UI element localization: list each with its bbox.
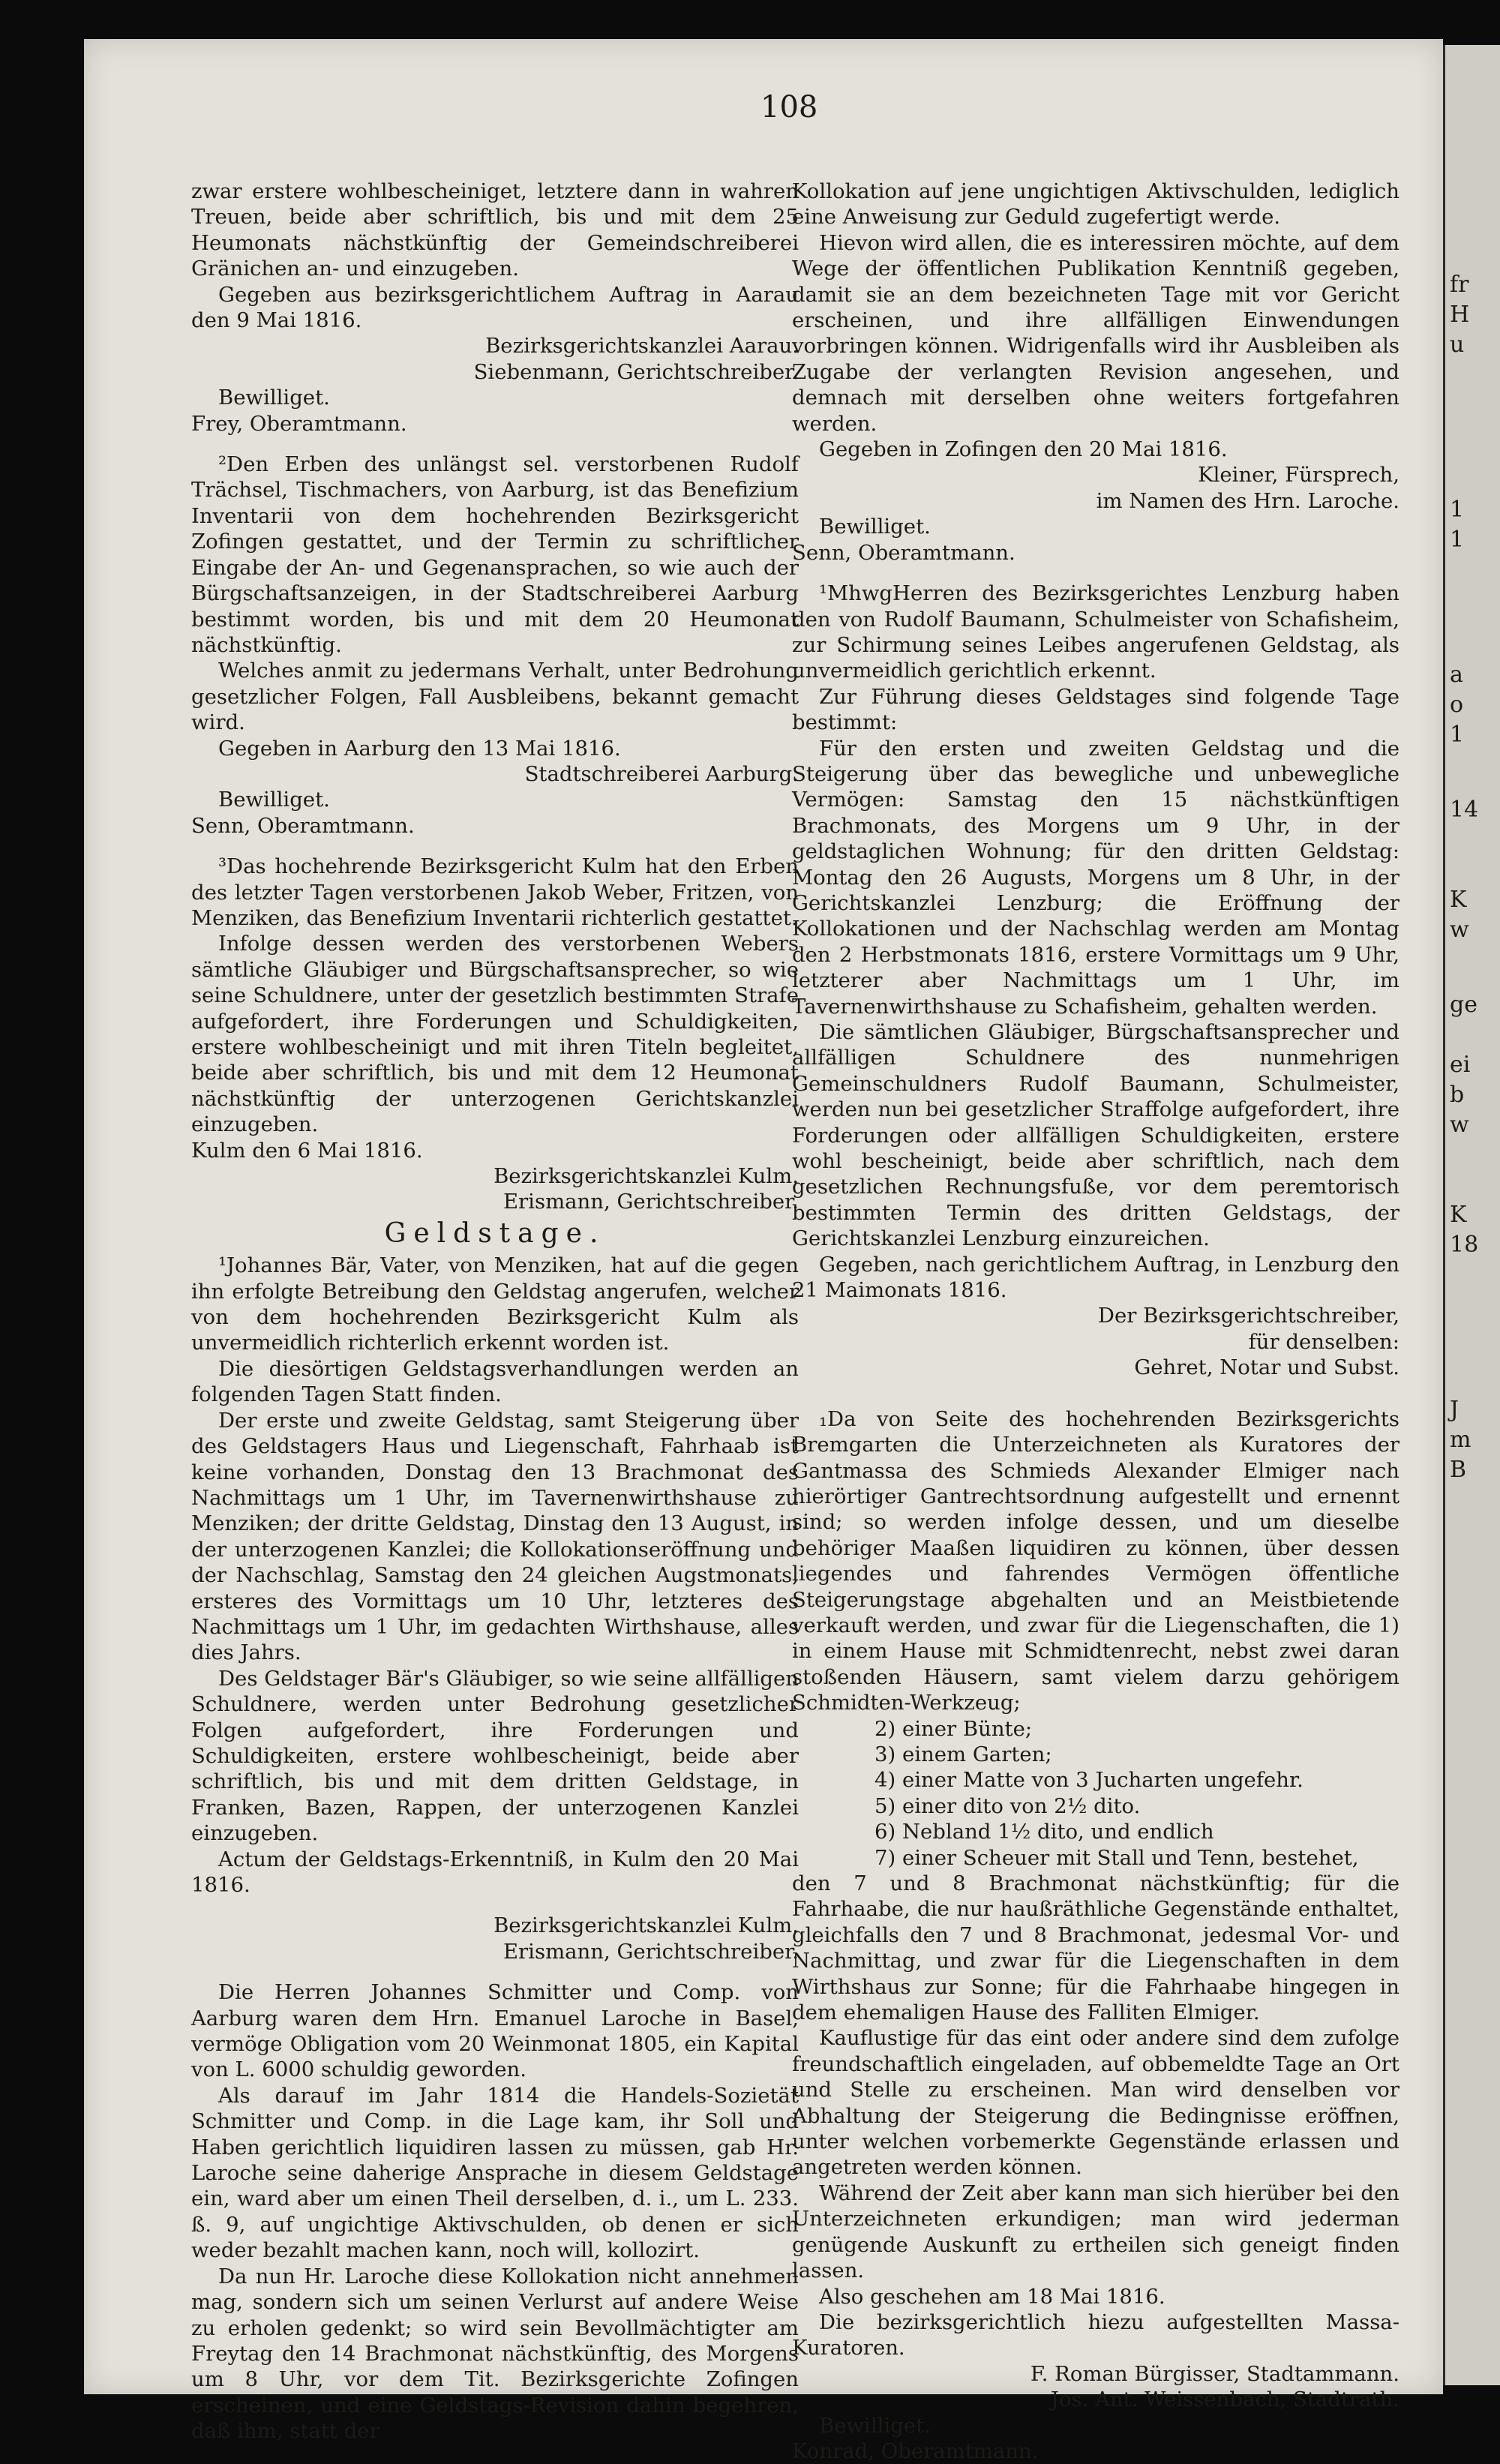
- notice-text: Der erste und zweite Geldstag, samt Steigerung über des Geldstagers Haus und Liegenschaft, Fahrhaab ist keine vorhanden, Donstag den 13 Brachmonat des Nachmittags um 1 Uhr, im Tavernenwirthshause zu Menziken; der dritte Geldstag, Dinstag den 13 August, in der unterzogenen Kanzlei; die Kollokationseröffnung und der Nachschlag, Samstag den 24 gleichen Augstmonats, ersteres des Vormittags um 10 Uhr, letzteres des Nachmittags um 1 Uhr, im gedachten Wirthshause, alles dies Jahrs.: [191, 1408, 799, 1665]
- notice-signature: F. Roman Bürgisser, Stadtammann.: [1030, 2361, 1400, 2386]
- list-item: 3) einem Garten;: [874, 1742, 1052, 1766]
- fragment-text: ei: [1450, 1052, 1471, 1078]
- notice-signature: Kleiner, Fürsprech,: [1198, 463, 1400, 488]
- list-item: 6) Nebland 1½ dito, und endlich: [874, 1820, 1214, 1844]
- notice-signature: Gehret, Notar und Subst.: [1134, 1355, 1400, 1380]
- right-column: [792, 179, 1400, 2464]
- fragment-text: H: [1450, 302, 1470, 328]
- notice-signature: im Namen des Hrn. Laroche.: [1096, 488, 1400, 513]
- notice-date: Gegeben aus bezirksgerichtlichem Auftrag in Aarau den 9 Mai 1816.: [191, 282, 799, 333]
- notice-text: Kollokation auf jene ungichtigen Aktivschulden, lediglich eine Anweisung zur Geduld zugefertigt werde.: [792, 179, 1400, 230]
- notice-date: Actum der Geldstags-Erkenntniß, in Kulm den 20 Mai 1816.: [191, 1847, 799, 1897]
- notice-text: ¹MhwgHerren des Bezirksgerichtes Lenzburg haben den von Rudolf Baumann, Schulmeister von Schafisheim, zur Schirmung seines Leibes angerufenen Geldstag, als unvermeidlich gerichtlich erkennt.: [792, 581, 1400, 683]
- fragment-text: w: [1450, 1112, 1469, 1138]
- adjacent-page-edge: [1443, 45, 1500, 2385]
- notice-date: Also geschehen am 18 Mai 1816.: [819, 2284, 1166, 2309]
- fragment-text: J: [1450, 1397, 1460, 1423]
- notice-text: ³Das hochehrende Bezirksgericht Kulm hat den Erben des letzter Tagen verstorbenen Jakob Weber, Fritzen, von Menziken, das Benefizium Inventarii richterlich gestattet.: [191, 854, 799, 930]
- notice-text: ₁Da von Seite des hochehrenden Bezirksgerichts Bremgarten die Unterzeichneten als Kuratores der Gantmassa des Schmieds Alexander Elmiger nach hierörtiger Gantrechtsordnung aufgestellt und ernennt sind; so werden infolge dessen, und um dieselbe behöriger Maaßen liquidiren zu können, über dessen liegendes und fahrendes Vermögen öffentliche Steigerungstage abgehalten und an Meistbietende verkauft werden, und zwar für die Liegenschaften, die 1) in einem Hause mit Schmidtenrecht, nebst zwei daran stoßenden Häusern, samt vielem darzu gehörigem Schmidten-Werkzeug;: [792, 1406, 1400, 1715]
- notice-text: Welches anmit zu jedermans Verhalt, unter Bedrohung gesetzlicher Folgen, Fall Ausbleibens, bekannt gemacht wird.: [191, 659, 799, 735]
- approval-name: Frey, Oberamtmann.: [191, 411, 407, 436]
- list-item: 4) einer Matte von 3 Jucharten ungefehr.: [874, 1768, 1304, 1793]
- approval-name: Konrad, Oberamtmann.: [792, 2438, 1039, 2463]
- notice-text: Zur Führung dieses Geldstages sind folgende Tage bestimmt:: [792, 684, 1400, 735]
- notice-date: Gegeben in Zofingen den 20 Mai 1816.: [819, 437, 1228, 462]
- notice-signature: Siebenmann, Gerichtschreiber.: [473, 359, 799, 384]
- fragment-text: o: [1450, 692, 1464, 718]
- notice-date: Kulm den 6 Mai 1816.: [191, 1138, 423, 1163]
- notice-text: ²Den Erben des unlängst sel. verstorbenen Rudolf Trächsel, Tischmachers, von Aarburg, ist das Benefizium Inventarii von dem hochehrenden Bezirksgericht Zofingen gestattet, und der Termin zu schriftlicher Eingabe der An- und Gegenansprachen, so wie auch der Bürgschaftsanzeigen, in der Stadtschreiberei Aarburg bestimmt worden, bis und mit dem 20 Heumonat nächstkünftig.: [191, 452, 799, 657]
- approval-name: Senn, Oberamtmann.: [792, 540, 1016, 565]
- notice-text: Die Herren Johannes Schmitter und Comp. von Aarburg waren dem Hrn. Emanuel Laroche in Basel, vermöge Obligation vom 20 Weinmonat 1805, ein Kapital von L. 6000 schuldig geworden.: [191, 1980, 799, 2082]
- fragment-text: u: [1450, 332, 1465, 358]
- notice-signature: Erismann, Gerichtschreiber.: [502, 1190, 799, 1214]
- approval-label: Bewilliget.: [819, 2413, 931, 2438]
- fragment-text: b: [1450, 1082, 1465, 1108]
- approval-label: Bewilliget.: [819, 515, 931, 539]
- approval-label: Bewilliget.: [218, 386, 330, 410]
- list-item: 5) einer dito von 2½ dito.: [874, 1793, 1141, 1818]
- notice-text: Für den ersten und zweiten Geldstag und die Steigerung über das bewegliche und unbewegliche Vermögen: Samstag den 15 nächstkünftigen Brachmonats, des Morgens um 9 Uhr, in der geldstaglichen Wohnung; für den dritten Geldstag: Montag den 26 Augusts, Morgens um 8 Uhr, in der Gerichtskanzlei Lenzburg; die Eröffnung der Kollokationen und der Nachschlag werden am Montag den 2 Herbstmonats 1816, erstere Vormittags um 9 Uhr, letzterer aber Nachmittags um 1 Uhr, im Tavernenwirthshause zu Schafisheim, gehalten werden.: [792, 736, 1400, 1019]
- notice-text: Infolge dessen werden des verstorbenen Webers sämtliche Gläubiger und Bürgschaftsansprecher, so wie seine Schuldnere, unter der gesetzlich bestimmten Strafe aufgefordert, ihre Forderungen und Schuldigkeiten, erstere wohlbescheinigt und mit ihren Titeln begleitet, beide aber schriftlich, bis und mit dem 12 Heumonat nächstkünftig der unterzogenen Gerichtskanzlei einzugeben.: [191, 932, 799, 1137]
- fragment-text: B: [1450, 1457, 1467, 1483]
- section-heading: Geldstage.: [384, 1217, 606, 1249]
- notice-date: Gegeben, nach gerichtlichem Auftrag, in Lenzburg den 21 Maimonats 1816.: [792, 1252, 1400, 1303]
- page-number: 108: [760, 90, 818, 125]
- list-item: 2) einer Bünte;: [874, 1716, 1033, 1741]
- notice-text: Die sämtlichen Gläubiger, Bürgschaftsansprecher und allfälligen Schuldnere des nunmehrigen Gemeinschuldners Rudolf Baumann, Schulmeister, werden nun bei gesetzlicher Straffolge aufgefordert, ihre Forderungen oder allfälligen Schuldigkeiten, erstere wohl bescheinigt, beide aber schriftlich, nach dem gesetzlichen Rechnungsfuße, vor dem peremtorisch bestimmten Termin des dritten Geldstags, der Gerichtskanzlei Lenzburg einzureichen.: [792, 1020, 1400, 1251]
- notice-text: Da nun Hr. Laroche diese Kollokation nicht annehmen mag, sondern sich um seinen Verlurst auf andere Weise zu erholen gedenkt; so wird sein Bevollmächtigter am Freytag den 14 Brachmonat nächstkünftig, des Morgens um 8 Uhr, vor dem Tit. Bezirksgerichte Zofingen erscheinen, und eine Geldstags-Revision dahin begehren, daß ihm, statt der: [191, 2264, 799, 2444]
- fragment-text: 14: [1450, 797, 1479, 823]
- list-item: 7) einer Scheuer mit Stall und Tenn, bestehet,: [874, 1845, 1359, 1870]
- notice-text: Hievon wird allen, die es interessiren möchte, auf dem Wege der öffentlichen Publikation Kenntniß gegeben, damit sie an dem bezeichneten Tage mit vor Gericht erscheinen, und ihre allfälligen Einwendungen vorbringen können. Widrigenfalls wird ihr Ausbleiben als Zugabe der verlangten Revision angesehen, und demnach mit derselben ohne weiters fortgefahren werden.: [792, 230, 1400, 436]
- fragment-text: 1: [1450, 497, 1465, 523]
- notice-text: zwar erstere wohlbescheiniget, letztere dann in wahren Treuen, beide aber schriftlich, bis und mit dem 25 Heumonats nächstkünftig der Gemeindschreiberei Gränichen an- und einzugeben.: [191, 179, 799, 281]
- notice-signature: Stadtschreiberei Aarburg.: [524, 761, 799, 786]
- notice-text: ¹Johannes Bär, Vater, von Menziken, hat auf die gegen ihn erfolgte Betreibung den Geldstag angerufen, welcher von dem hochehrenden Bezirksgericht Kulm als unvermeidlich richterlich erkennt worden ist.: [191, 1253, 799, 1355]
- notice-text: Die diesörtigen Geldstagsverhandlungen werden an folgenden Tagen Statt finden.: [191, 1356, 799, 1407]
- notice-date: Gegeben in Aarburg den 13 Mai 1816.: [218, 736, 621, 761]
- notice-text: Kauflustige für das eint oder andere sind dem zufolge freundschaftlich eingeladen, auf obbemeldte Tage an Ort und Stelle zu erscheinen. Man wird denselben vor Abhaltung der Steigerung die Bedingnisse eröffnen, unter welchen vorbemerkte Gegenstände erlassen und angetreten werden können.: [792, 2026, 1400, 2180]
- notice-signature: Die bezirksgerichtlich hiezu aufgestellten Massa-Kuratoren.: [792, 2309, 1400, 2360]
- approval-name: Senn, Oberamtmann.: [191, 813, 415, 838]
- notice-signature: Der Bezirksgerichtschreiber,: [1097, 1304, 1400, 1328]
- notice-signature: Bezirksgerichtskanzlei Kulm.: [494, 1913, 799, 1938]
- notice-signature: für denselben:: [1248, 1329, 1400, 1354]
- approval-label: Bewilliget.: [218, 788, 330, 812]
- notice-text: den 7 und 8 Brachmonat nächstkünftig; für die Fahrhaabe, die nur haußräthliche Gegenstände enthaltet, gleichfalls den 7 und 8 Brachmonat, jedesmal Vor- und Nachmittag, und zwar für die Liegenschaften in dem Wirthshaus zur Sonne; für die Fahrhaabe hingegen in dem ehemaligen Hause des Falliten Elmiger.: [792, 1871, 1400, 2025]
- fragment-text: 1: [1450, 722, 1465, 748]
- fragment-text: K: [1450, 1202, 1467, 1228]
- notice-signature: Erismann, Gerichtschreiber.: [502, 1939, 799, 1964]
- notice-signature: Bezirksgerichtskanzlei Kulm.: [494, 1164, 799, 1189]
- notice-text: Als darauf im Jahr 1814 die Handels-Sozietät Schmitter und Comp. in die Lage kam, ihr Soll und Haben gerichtlich liquidiren lassen zu müssen, gab Hr. Laroche seine daherige Ansprache in diesem Geldstage ein, ward aber um einen Theil derselben, d. i., um L. 233. ß. 9, auf ungichtige Aktivschulden, ob denen er sich weder bezahlt machen kann, noch will, kollozirt.: [191, 2083, 799, 2263]
- notice-signature: Jos. Ant. Weissenbach, Stadtrath.: [1050, 2387, 1400, 2412]
- notice-text: Des Geldstager Bär's Gläubiger, so wie seine allfälligen Schuldnere, werden unter Bedrohung gesetzlicher Folgen aufgefordert, ihre Forderungen und Schuldigkeiten, erstere wohlbescheinigt, beide aber schriftlich, bis und mit dem dritten Geldstage, in Franken, Bazen, Rappen, der unterzogenen Kanzlei einzugeben.: [191, 1666, 799, 1846]
- fragment-text: 1: [1450, 527, 1465, 553]
- fragment-text: a: [1450, 662, 1463, 688]
- fragment-text: K: [1450, 887, 1467, 913]
- left-column: [191, 179, 799, 2444]
- fragment-text: ge: [1450, 992, 1478, 1018]
- fragment-text: fr: [1450, 272, 1469, 298]
- notice-text: Während der Zeit aber kann man sich hierüber bei den Unterzeichneten erkundigen; man wird jederman genügende Auskunft zu ertheilen sich geneigt finden lassen.: [792, 2180, 1400, 2283]
- fragment-text: m: [1450, 1427, 1472, 1453]
- notice-signature: Bezirksgerichtskanzlei Aarau.: [485, 334, 799, 359]
- fragment-text: 18: [1450, 1232, 1479, 1258]
- fragment-text: w: [1450, 917, 1469, 943]
